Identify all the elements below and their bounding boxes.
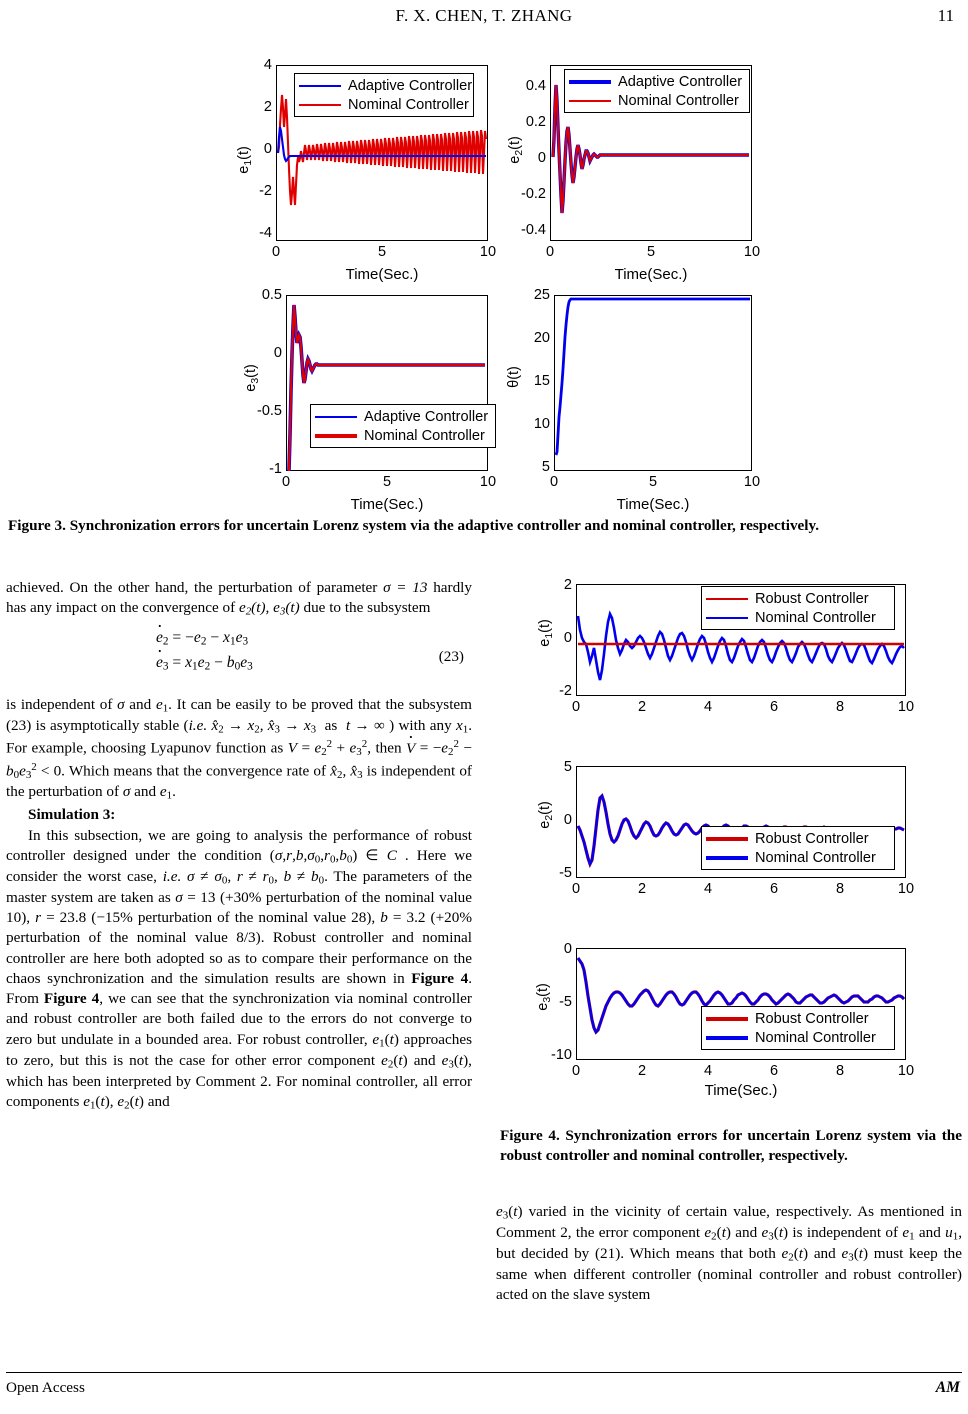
legend-row-adaptive: [569, 72, 744, 91]
ylabel-base: e: [535, 1002, 552, 1011]
ylabel-tail: (t): [537, 801, 554, 815]
ytick: -0.4: [521, 222, 546, 238]
xtick: 8: [835, 1063, 845, 1079]
chart-fig3-theta-xlabel: Time(Sec.): [616, 496, 690, 513]
figure-4: [496, 572, 966, 1122]
legend-swatch-adaptive: [569, 80, 611, 84]
chart-fig3-theta-ylabel: θ(t): [506, 366, 522, 388]
xtick: 2: [637, 881, 647, 897]
legend-label-nominal: Nominal Controller: [618, 92, 739, 109]
para1-part-c: due to the subsystem: [299, 599, 431, 617]
xtick: 4: [703, 881, 713, 897]
legend-row-nominal: [569, 91, 744, 110]
ytick: -0.2: [521, 186, 546, 202]
ytick: 25: [533, 287, 550, 303]
legend-swatch-nominal: [706, 856, 748, 860]
paragraph-simulation-3: In this subsection, we are going to analysis the performance of robust controller designed under the condition $(\sigma,r,b,\sigma_0,r_0,b_0)$ ∈ C . Here we consider the worst case, i.e. $\sigma \ne \sigma_0$, $r \ne r_0$, $b \ne b_0$. The parameters of the master system are taken as σ = 13 (+30% perturbation of the nominal value 10), r = 23.8 (−15% perturbation of the nominal value 28), b = 3.2 (+20% perturbation of the nominal value 8/3). Robust controller and nominal controller are here both adopted so as to compare their performance on the chaos synchronization and the simulation results are shown in Figure 4. From Figure 4, we can see that the synchronization via nominal controller and robust controller are both failed due to the errors do not converge to zero but undulate in a bounded area. For robust controller, $e_1(t)$ approaches to zero, but this is not the case for other error component $e_2(t)$ and $e_3(t)$, which has been interpreted by Comment 2. For nominal controller, all error components $e_1(t)$, $e_2(t)$ and: [6, 826, 473, 1112]
ylabel-sub: 2: [543, 814, 555, 821]
body-column-right: [496, 1202, 962, 1306]
ylabel-base: e: [243, 383, 260, 392]
ytick: -0.5: [257, 403, 282, 419]
simulation-3-heading: Simulation 3:: [28, 806, 116, 824]
chart-fig4-e3: [496, 936, 966, 1121]
para1-part-b: hardly has any impact on the convergence of: [6, 579, 472, 617]
equation-23-number: (23): [438, 648, 464, 666]
figure-3: [0, 44, 968, 513]
ytick: 0: [563, 941, 572, 957]
footer-journal-abbrev: AM: [935, 1379, 960, 1396]
ylabel-sub: 1: [242, 159, 254, 166]
legend-row-adaptive: [315, 407, 490, 426]
legend-label-adaptive: Adaptive Controller: [618, 73, 743, 90]
xtick: 0: [549, 474, 559, 490]
ylabel-sub: 3: [249, 377, 261, 384]
xtick: 10: [479, 474, 497, 490]
chart-fig3-e2-xlabel: Time(Sec.): [614, 266, 688, 283]
ytick: 20: [533, 330, 550, 346]
legend-row-adaptive: [299, 76, 473, 95]
xtick: 4: [703, 1063, 713, 1079]
xtick: 5: [377, 244, 387, 260]
chart-fig3-theta: [496, 284, 761, 514]
para1-sigma: σ = 13: [383, 579, 428, 596]
legend-row-nominal: [299, 95, 468, 114]
xtick: 10: [897, 1063, 915, 1079]
xtick: 5: [648, 474, 658, 490]
ylabel-tail: (t): [535, 983, 552, 997]
legend-label-nominal: Nominal Controller: [755, 1029, 876, 1046]
footer-open-access: Open Access: [6, 1379, 85, 1396]
paragraph-achieved: [6, 578, 472, 619]
xtick: 10: [743, 244, 761, 260]
chart-fig3-e1-ylabel: [236, 130, 254, 190]
xtick: 2: [637, 1063, 647, 1079]
ylabel-sub: 1: [543, 632, 555, 639]
xtick: 0: [545, 244, 555, 260]
ytick: 5: [541, 459, 550, 475]
figure-4-caption: Figure 4. Synchronization errors for uncertain Lorenz system via the robust controller and nominal controller, respectively.: [500, 1127, 962, 1165]
paragraph-right-1: $e_3(t)$ varied in the vicinity of certain value, respectively. As mentioned in Comment 2, the error component $e_2(t)$ and $e_3(t)$ is independent of $e_1$ and $u_1$, but decided by (21). Which means that both $e_2(t)$ and $e_3(t)$ must keep the same when different controller (nominal controller and robust controller) acted on the slave system: [496, 1203, 962, 1304]
legend-swatch-adaptive: [299, 85, 341, 87]
legend-row-nominal: [706, 1028, 889, 1047]
ylabel-tail: (t): [243, 364, 260, 378]
para1-error-terms: $e_2(t)$, $e_3(t)$: [238, 599, 300, 618]
ylabel-tail: (t): [537, 619, 554, 633]
legend-swatch-nominal: [299, 104, 341, 106]
body-column-left: [6, 578, 472, 1113]
running-head-title: F. X. CHEN, T. ZHANG: [395, 6, 573, 25]
page-number: 11: [937, 6, 954, 25]
footer-divider: [6, 1372, 962, 1373]
ytick: 0.5: [261, 287, 282, 303]
equation-23-line-1: · $e_2 = -e_2 - x_1e_3$: [156, 626, 253, 651]
chart-fig3-e1: [232, 56, 497, 286]
para1-part-a: achieved. On the other hand, the perturbation of parameter: [6, 579, 384, 596]
legend-swatch-nominal: [569, 100, 611, 102]
chart-fig3-e1-xlabel: Time(Sec.): [345, 266, 419, 283]
ylabel-tail: (t): [236, 146, 253, 160]
xtick: 10: [743, 474, 761, 490]
ylabel-base: e: [507, 155, 524, 164]
ylabel-base: e: [236, 165, 253, 174]
legend-label-nominal: Nominal Controller: [755, 849, 876, 866]
xtick: 5: [646, 244, 656, 260]
legend-label-adaptive: Adaptive Controller: [348, 77, 473, 94]
xtick: 8: [835, 881, 845, 897]
ytick: 0.2: [525, 114, 546, 130]
chart-fig3-e2: [496, 56, 761, 286]
ytick: 0: [563, 812, 572, 828]
ylabel-sub: 3: [541, 996, 553, 1003]
xtick: 10: [897, 699, 915, 715]
chart-fig3-e3-legend: [310, 404, 496, 448]
ytick: 15: [533, 373, 550, 389]
equation-23-line-2: · $e_3 = x_1e_2 - b_0e_3$: [156, 651, 253, 676]
legend-row-robust: [706, 1009, 889, 1028]
ylabel-base: e: [537, 638, 554, 647]
chart-fig3-e3: [232, 284, 497, 514]
legend-row-nominal: [315, 426, 490, 445]
running-head: [0, 6, 968, 32]
ytick: 4: [263, 57, 272, 73]
xtick: 0: [281, 474, 291, 490]
ylabel-tail: (t): [507, 136, 524, 150]
legend-label-nominal: Nominal Controller: [755, 609, 876, 626]
xtick: 6: [769, 1063, 779, 1079]
xtick: 8: [835, 699, 845, 715]
legend-row-robust: [706, 829, 889, 848]
chart-fig4-e3-legend: [701, 1006, 895, 1050]
legend-label-adaptive: Adaptive Controller: [364, 408, 489, 425]
ytick: 2: [563, 577, 572, 593]
legend-swatch-robust: [706, 598, 748, 600]
xtick: 6: [769, 881, 779, 897]
chart-fig3-theta-curve: [554, 295, 752, 471]
ytick: 0: [537, 150, 546, 166]
chart-fig4-e3-xlabel: Time(Sec.): [704, 1082, 778, 1099]
ytick: 0: [263, 141, 272, 157]
chart-fig3-e1-legend: [294, 73, 474, 117]
ytick: 0: [273, 345, 282, 361]
ytick: 10: [533, 416, 550, 432]
ytick: 0: [563, 630, 572, 646]
legend-swatch-nominal: [706, 1036, 748, 1040]
legend-swatch-adaptive: [315, 416, 357, 418]
ytick: -2: [259, 183, 272, 199]
xtick: 0: [271, 244, 281, 260]
legend-label-robust: Robust Controller: [755, 590, 869, 607]
legend-swatch-nominal: [706, 617, 748, 619]
ytick: -1: [269, 461, 282, 477]
ytick: -2: [559, 683, 572, 699]
legend-label-robust: Robust Controller: [755, 830, 869, 847]
xtick: 4: [703, 699, 713, 715]
legend-label-robust: Robust Controller: [755, 1010, 869, 1027]
xtick: 2: [637, 699, 647, 715]
xtick: 6: [769, 699, 779, 715]
legend-row-nominal: [706, 848, 889, 867]
xtick: 5: [382, 474, 392, 490]
equation-23-lines: [156, 626, 253, 676]
figure-3-caption: Figure 3. Synchronization errors for uncertain Lorenz system via the adaptive controller and nominal controller, respectively.: [8, 517, 820, 534]
ytick: -4: [259, 225, 272, 241]
chart-fig4-e1: [496, 572, 966, 732]
ylabel-sub: 2: [513, 149, 525, 156]
ytick: 0.4: [525, 78, 546, 94]
equation-23-block: [6, 626, 472, 688]
xtick: 10: [897, 881, 915, 897]
ylabel-base: e: [537, 820, 554, 829]
chart-fig4-e1-legend: [701, 586, 895, 630]
chart-fig4-e2: [496, 754, 966, 914]
chart-fig4-e2-legend: [701, 826, 895, 870]
xtick: 0: [571, 881, 581, 897]
legend-swatch-nominal: [315, 434, 357, 438]
xtick: 10: [479, 244, 497, 260]
legend-label-nominal: Nominal Controller: [348, 96, 469, 113]
simulation-3-heading-line: [6, 805, 472, 825]
legend-label-nominal: Nominal Controller: [364, 427, 485, 444]
ytick: -5: [559, 994, 572, 1010]
chart-fig3-e3-xlabel: Time(Sec.): [350, 496, 424, 513]
xtick: 0: [571, 1063, 581, 1079]
legend-swatch-robust: [706, 1017, 748, 1021]
ytick: 2: [263, 99, 272, 115]
paragraph-independent: is independent of σ and $e_1$. It can be easily to be proved that the subsystem (23) is asymptotically stable (i.e. $x̂_2 \to x_2$, $x̂_3 \to x_3$ as t → ∞ ) with any $x_1$. For example, choosing Lyapunov function as $V = e_2^2 + e_3^2$, then · $V = -e_2^2 - b_0e_3^2 < 0$. Which means that the convergence rate of $x̂_2$, $x̂_3$ is independent of the perturbation of σ and $e_1$.: [6, 695, 472, 803]
ytick: -10: [551, 1047, 572, 1063]
legend-swatch-robust: [706, 837, 748, 841]
chart-fig3-e2-legend: [564, 69, 750, 113]
ytick: -5: [559, 865, 572, 881]
legend-row-nominal: [706, 608, 889, 627]
xtick: 0: [571, 699, 581, 715]
ytick: 5: [563, 759, 572, 775]
legend-row-robust: [706, 589, 889, 608]
